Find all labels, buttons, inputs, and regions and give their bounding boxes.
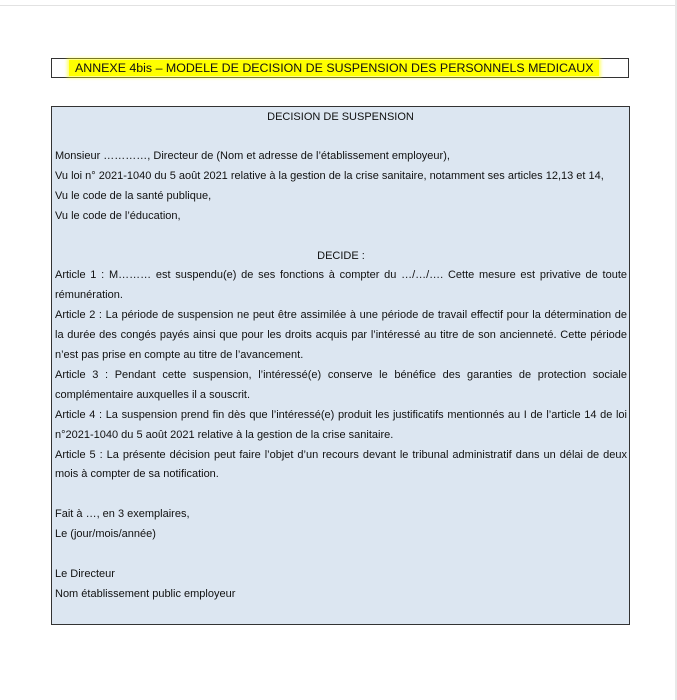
article-3: Article 3 : Pendant cette suspension, l’intéressé(e) conserve le bénéfice des garanties de protection sociale complémentaire auxquelles il a souscrit. [55, 368, 627, 401]
spacer [55, 227, 627, 247]
article-2: Article 2 : La période de suspension ne peut être assimilée à une période de travail effectif pour la détermination de la durée des congés payés ainsi que pour les droits acquis par l’intéressé au titre de son ancienneté. Cette période n’est pas prise en compte au titre de l’avancement. [55, 309, 627, 362]
closing-place: Fait à …, en 3 exemplaires, [55, 508, 190, 521]
decision-title: DECISION DE SUSPENSION [267, 111, 414, 123]
article-5: Article 5 : La présente décision peut faire l’objet d’un recours devant le tribunal administratif dans un délai de deux mois à compter de sa notification. [55, 448, 627, 481]
article-4: Article 4 : La suspension prend fin dès que l’intéressé(e) produit les justificatifs mentionnés au I de l’article 14 de loi n°2021-1040 du 5 août 2021 relative à la gestion de la crise sanitaire. [55, 408, 627, 441]
signature-role: Le Directeur [55, 567, 115, 580]
annex-title-box [51, 58, 629, 78]
page-top-edge [0, 0, 677, 6]
signature-organization: Nom établissement public employeur [55, 587, 236, 600]
spacer [55, 485, 627, 505]
decision-content [55, 147, 627, 605]
preamble-public-health-code: Vu le code de la santé publique, [55, 189, 212, 202]
annex-title: ANNEXE 4bis – MODELE DE DECISION DE SUSPENSION DES PERSONNELS MEDICAUX [69, 60, 599, 76]
spacer [55, 545, 627, 565]
article-1: Article 1 : M……… est suspendu(e) de ses fonctions à compter du …/…/…. Cette mesure est privative de toute rémunération. [55, 269, 627, 302]
decide-label: DECIDE : [317, 249, 365, 262]
closing-date: Le (jour/mois/année) [55, 528, 156, 541]
preamble-director: Monsieur …………, Directeur de (Nom et adresse de l’établissement employeur), [55, 150, 450, 162]
preamble-law-reference: Vu loi n° 2021-1040 du 5 août 2021 relative à la gestion de la crise sanitaire, notamment ses articles 12,13 et 14, [55, 169, 604, 182]
decision-form-box [51, 106, 630, 625]
preamble-education-code: Vu le code de l’éducation, [55, 209, 181, 222]
